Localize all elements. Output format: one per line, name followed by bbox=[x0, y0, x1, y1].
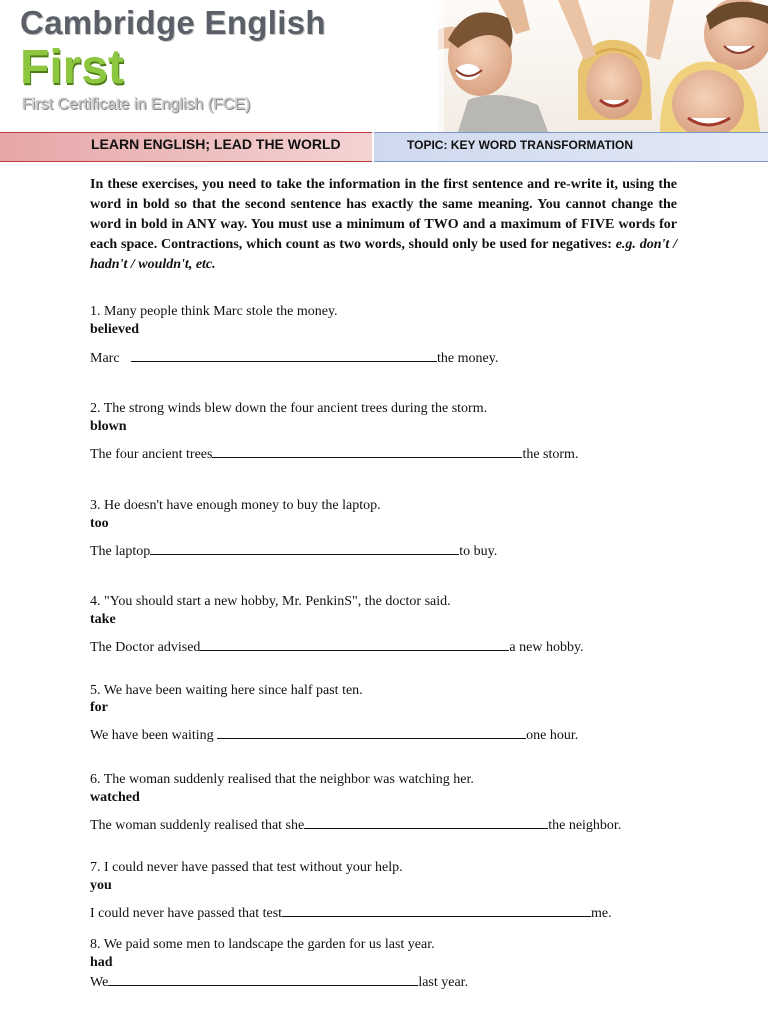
question-8-keyword: had bbox=[90, 955, 113, 970]
question-5-keyword: for bbox=[90, 700, 108, 715]
question-6-keyword: watched bbox=[90, 790, 140, 805]
question-6-prefix: The woman suddenly realised that she bbox=[90, 818, 305, 833]
question-5-answer-line bbox=[90, 726, 578, 744]
question-7-keyword: you bbox=[90, 878, 112, 893]
question-6-blank[interactable] bbox=[304, 816, 548, 829]
question-1-blank[interactable] bbox=[131, 349, 437, 362]
question-4-suffix: a new hobby. bbox=[509, 640, 584, 655]
instructions-example: e.g. don't / hadn't / wouldn't, etc. bbox=[90, 237, 677, 272]
question-1-answer-line bbox=[90, 349, 498, 367]
question-5-suffix: one hour. bbox=[526, 728, 579, 743]
slogan-label: LEARN ENGLISH; LEAD THE WORLD bbox=[91, 136, 341, 152]
question-2-blank[interactable] bbox=[212, 445, 522, 458]
question-8-suffix: last year. bbox=[418, 975, 469, 990]
brand-title: Cambridge English bbox=[20, 4, 326, 41]
brand-level: First bbox=[20, 41, 125, 94]
question-1-keyword: believed bbox=[90, 322, 139, 337]
question-7-blank[interactable] bbox=[282, 904, 591, 917]
question-4-answer-line bbox=[90, 638, 584, 656]
question-6-sentence: 6. The woman suddenly realised that the neighbor was watching her. bbox=[90, 772, 474, 787]
question-8-prefix: We bbox=[90, 975, 109, 990]
question-7-prefix: I could never have passed that test bbox=[90, 906, 283, 921]
instructions-text: In these exercises, you need to take the information in the first sentence and re-write it, using the word in bold so that the second sentence has exactly the same meaning. You cannot change the word in bold in ANY way. You must use a minimum of TWO and a maximum of FIVE words for each space. Contractions, which count as two words, should only be used for negatives: bbox=[90, 177, 677, 252]
question-7-sentence: 7. I could never have passed that test without your help. bbox=[90, 860, 403, 875]
question-4-prefix: The Doctor advised bbox=[90, 640, 201, 655]
topic-label: TOPIC: KEY WORD TRANSFORMATION bbox=[407, 138, 633, 152]
header bbox=[0, 0, 768, 132]
question-8-answer-line bbox=[90, 973, 468, 991]
question-4-sentence: 4. "You should start a new hobby, Mr. PenkinS", the doctor said. bbox=[90, 594, 451, 609]
question-7-answer-line bbox=[90, 904, 612, 922]
question-5-sentence: 5. We have been waiting here since half past ten. bbox=[90, 683, 363, 698]
question-3-suffix: to buy. bbox=[459, 544, 498, 559]
question-3-blank[interactable] bbox=[150, 542, 459, 555]
question-2-sentence: 2. The strong winds blew down the four ancient trees during the storm. bbox=[90, 401, 488, 416]
question-3-answer-line bbox=[90, 542, 497, 560]
question-4-blank[interactable] bbox=[200, 638, 509, 651]
question-2-suffix: the storm. bbox=[522, 447, 579, 462]
question-5-blank[interactable] bbox=[217, 726, 526, 739]
header-photo-image bbox=[438, 0, 768, 132]
question-3-prefix: The laptop bbox=[90, 544, 151, 559]
question-6-answer-line bbox=[90, 816, 621, 834]
question-2-prefix: The four ancient trees bbox=[90, 447, 213, 462]
brand-subtitle: First Certificate in English (FCE) bbox=[22, 96, 251, 113]
topic-band bbox=[0, 132, 768, 161]
question-4-keyword: take bbox=[90, 612, 116, 627]
question-5-prefix: We have been waiting bbox=[90, 728, 218, 743]
question-2-keyword: blown bbox=[90, 419, 127, 434]
question-2-answer-line bbox=[90, 445, 578, 463]
question-3-keyword: too bbox=[90, 516, 109, 531]
question-1-sentence: 1. Many people think Marc stole the money. bbox=[90, 304, 338, 319]
question-6-suffix: the neighbor. bbox=[548, 818, 622, 833]
question-7-suffix: me. bbox=[591, 906, 612, 921]
question-3-sentence: 3. He doesn't have enough money to buy the laptop. bbox=[90, 498, 381, 513]
question-1-prefix: Marc bbox=[90, 351, 124, 366]
question-8-blank[interactable] bbox=[108, 973, 418, 986]
question-8-sentence: 8. We paid some men to landscape the garden for us last year. bbox=[90, 937, 435, 952]
question-1-suffix: the money. bbox=[437, 351, 499, 366]
instructions-paragraph bbox=[90, 175, 677, 275]
